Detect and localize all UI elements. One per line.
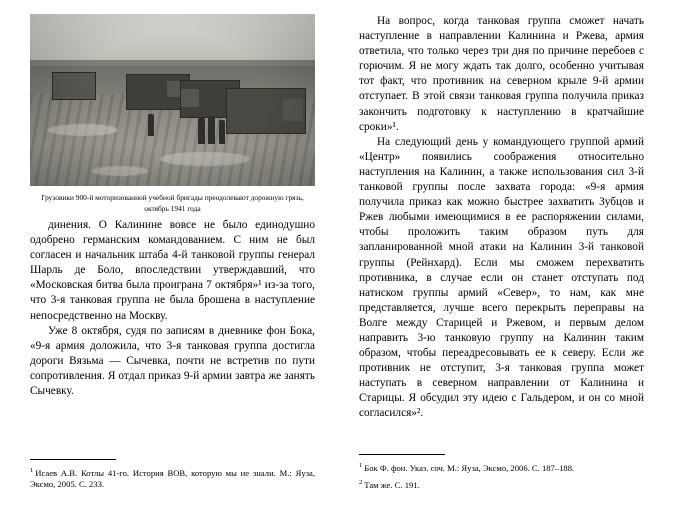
footnote-marker: 2	[359, 478, 363, 486]
right-page-column	[337, 0, 674, 505]
left-footnote-block	[30, 450, 315, 493]
paragraph: динения. О Калинине вовсе не было единодушно одобрено германским командованием. С ним не был согласен и начальник штаба 4-й танковой группы генерал Шарль де Боло, впоследствии утверждавший, что «Московская битва была проиграна 7 октября»¹ из-за того, что 3-я танковая группа не была брошена в наступление непосредственно на Москву.	[30, 219, 315, 322]
footnote-separator	[30, 459, 116, 460]
figure-block	[30, 14, 315, 214]
footnote-text: Там же. С. 191.	[364, 479, 420, 490]
right-footnote-block	[359, 445, 644, 493]
footnote	[359, 477, 644, 491]
footnote-marker: 1	[30, 466, 34, 474]
footnote-separator	[359, 454, 445, 455]
right-body-text	[359, 14, 644, 422]
figure-caption: Грузовики 900-й моторизованной учебной бригады преодолевают дорожную грязь, октябрь 1941 года	[41, 193, 304, 213]
right-footnotes	[359, 460, 644, 491]
paragraph: Уже 8 октября, судя по записям в дневнике фон Бока, «9-я армия доложила, что 3-я танковая группа достигла дороги Вязьма — Сычевка, почти не встретив по пути сопротивления. Я отдал приказ 9-й армии завтра же занять Сычевку.	[30, 324, 315, 398]
footnote	[359, 460, 644, 474]
left-footnotes	[30, 465, 315, 491]
footnote-marker: 1	[359, 462, 363, 470]
paragraph: На следующий день у командующего группой армий «Центр» появились соображения относительно наступления на Калинин, а также использования сил 3-й танковой группы после захвата города: «9-я армия получила приказ как можно быстрее захватить Зубцов и Ржев любыми имеющимися в ее распоряжении силами, чтобы проложить таким образом путь для запланированной мной атаки на Калинин 3-й танковой группы (Рейнхард). Если мы сможем перехватить противника, в случае если он станет отступать под натиском группы армий «Север», то нам, как мне представляется, лучше всего перекрыть переправы на Волге между Старицей и Ржевом, и первым делом направить 3-ю танковую группу на Калинин таким образом, чтобы переадресовывать ее к северу. Если же противник не отступит, 3-я танковая группа может наступать в северном направлении от Калинина и Старицы. Я обсудил эту идею с Гальдером, и он со мной согласился»².	[359, 135, 644, 420]
left-body-text	[30, 218, 315, 399]
photo-trucks-mud-road	[30, 14, 315, 186]
photo-vignette	[30, 14, 315, 186]
footnote-text: Исаев А.В. Котлы 41-го. История ВОВ, которую мы не знали. М.: Яуза, Эксмо, 2005. С. 233.	[30, 467, 315, 490]
paragraph: На вопрос, когда танковая группа сможет начать наступление в направлении Калинина и Ржева, армия ответила, что только через три дня по причине перебоев с горючим. Я не могу ждать так долго, особенно учитывая тот факт, что противник на северном крыле 9-й армии отступает. В этой связи танковая группа получила приказ закончить подготовку к наступлению в кратчайшие сроки»¹.	[359, 15, 644, 133]
footnote-text: Бок Ф. фон. Указ. соч. М.: Яуза, Эксмо, 2006. С. 187–188.	[364, 462, 575, 473]
footnote	[30, 465, 315, 491]
